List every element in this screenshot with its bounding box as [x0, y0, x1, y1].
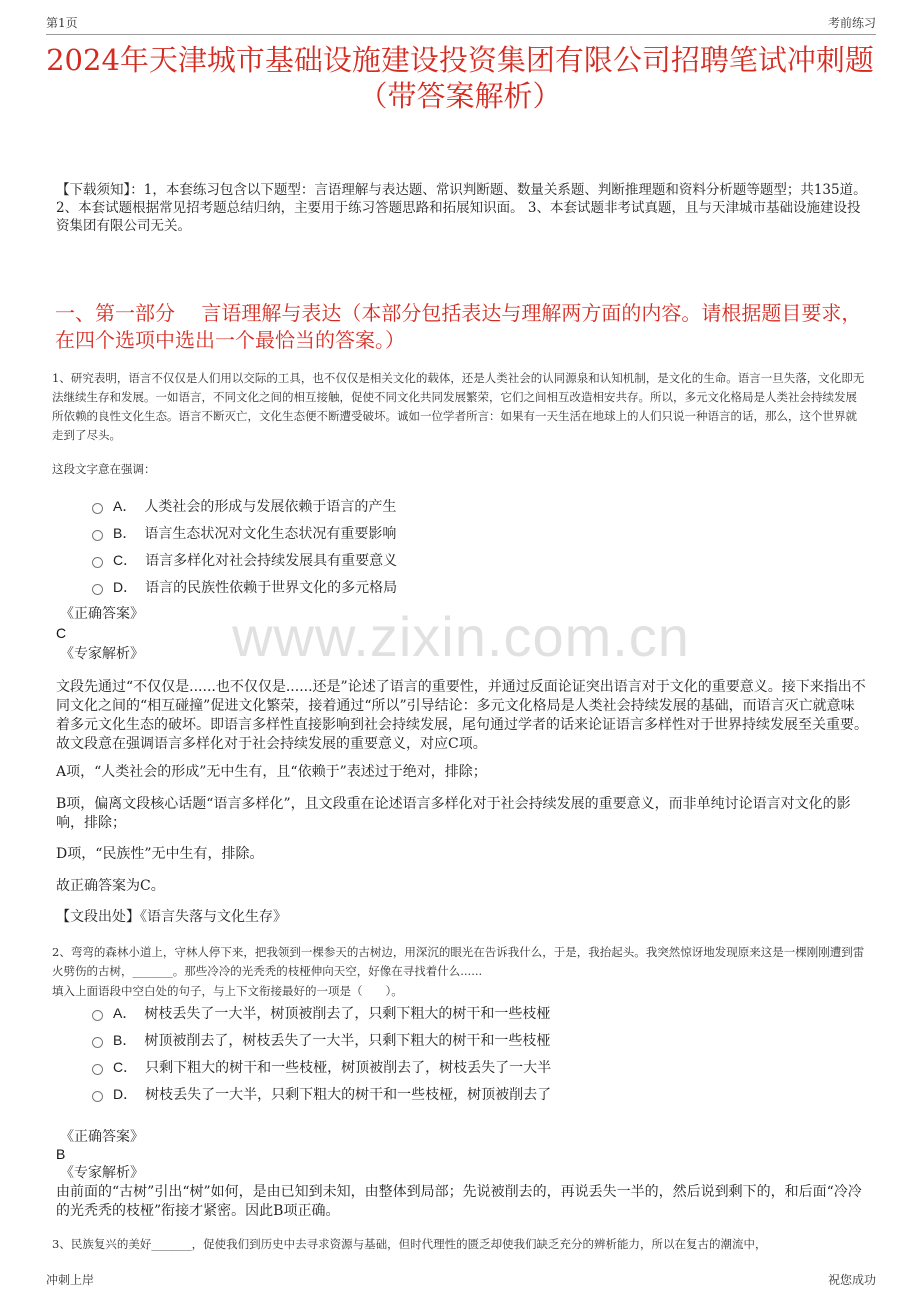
option-key: D．	[113, 578, 138, 595]
q1-option-a[interactable]	[92, 492, 860, 519]
q2-option-d[interactable]	[92, 1080, 860, 1107]
q1-stem: 1、研究表明，语言不仅仅是人们用以交际的工具，也不仅仅是相关文化的载体，还是人类社会的认同源泉和认知机制，是文化的生命。语言一旦失落，文化即无法继续生存和发展。一如语言，不同文化之间的相互接触，促使不同文化共同发展繁荣，它们之间相互改造相安共存。所以，多元文化格局是人类社会持续发展所依赖的良性文化生态。语言不断灭亡，文化生态便不断遭受破坏。诚如一位学者所言：如果有一天生活在地球上的人们只说一种语言的话，那么，这个世界就走到了尽头。	[52, 371, 865, 442]
page-number: 第1页	[46, 16, 78, 30]
option-key: B．	[113, 524, 137, 541]
option-key: B．	[113, 1031, 137, 1048]
option-text: 树枝丢失了一大半，树顶被削去了，只剩下粗大的树干和一些枝桠	[144, 1005, 551, 1022]
option-text: 语言多样化对社会持续发展具有重要意义	[145, 552, 398, 569]
option-text: 只剩下粗大的树干和一些枝桠，树顶被削去了，树枝丢失了一大半	[145, 1059, 552, 1076]
radio-icon[interactable]	[92, 530, 103, 541]
q2-option-c[interactable]	[92, 1053, 860, 1080]
download-notice: 【下载须知】：1，本套练习包含以下题型：言语理解与表达题、常识判断题、数量关系题、判断推理题和资料分析题等题型；共135道。 2、本套试题根据常见招考题总结归纳，主要用于练习答题思路和拓展知识面。 3、本套试题非考试真题，且与天津城市基础设施建设投资集团有限公司无关。	[56, 182, 867, 234]
option-key: C．	[113, 1058, 138, 1075]
q1-note-a: A项，“人类社会的形成”无中生有，且“依赖于”表述过于绝对，排除；	[56, 764, 487, 780]
q2-option-a[interactable]	[92, 999, 860, 1026]
q1-option-c[interactable]	[92, 546, 860, 573]
header-label: 考前练习	[827, 16, 876, 30]
radio-icon[interactable]	[92, 1010, 103, 1021]
q1-options	[92, 492, 860, 600]
q2-option-b[interactable]	[92, 1026, 860, 1053]
q3-stem: 3、民族复兴的美好_______，促使我们到历史中去寻求资源与基础，但时代理性的匮乏却使我们缺乏充分的辨析能力，所以在复古的潮流中，	[52, 1237, 767, 1251]
q1-note-d: D项，“民族性”无中生有，排除。	[56, 846, 264, 862]
watermark: www.zixin.com.cn	[232, 605, 690, 668]
radio-icon[interactable]	[92, 557, 103, 568]
radio-icon[interactable]	[92, 1091, 103, 1102]
radio-icon[interactable]	[92, 584, 103, 595]
q1-source: 【文段出处】《语言失落与文化生存》	[56, 909, 287, 925]
q1-option-b[interactable]	[92, 519, 860, 546]
footer-right: 祝您成功	[827, 1273, 876, 1287]
q1-answer: C	[56, 625, 67, 641]
q2-stem: 2、弯弯的森林小道上，守林人停下来，把我领到一棵参天的古树边，用深沉的眼光在告诉我什么，于是，我抬起头。我突然惊讶地发现原来这是一棵刚刚遭到雷火劈伤的古树，_______。那些冷冷的光秃秃的枝桠伸向天空，好像在寻找着什么......	[52, 945, 865, 978]
q1-analysis: 文段先通过“不仅仅是......也不仅仅是......还是”论述了语言的重要性，并通过反面论证突出语言对于文化的重要意义。接下来指出不同文化之间的“相互碰撞”促进文化繁荣，接着通过“所以”引导结论：多元文化格局是人类社会持续发展的基础，而语言灭亡就意味着多元文化生态的破坏。即语言多样性直接影响到社会持续发展，尾句通过学者的话来论证语言多样性对于世界持续发展至关重要。故文段意在强调语言多样化对于社会持续发展的重要意义，对应C项。	[56, 679, 868, 752]
q1-option-d[interactable]	[92, 573, 860, 600]
q1-answer-label: 《正确答案》	[60, 606, 144, 622]
option-text: 语言生态状况对文化生态状况有重要影响	[144, 525, 397, 542]
q2-answer: B	[56, 1146, 66, 1162]
radio-icon[interactable]	[92, 503, 103, 514]
radio-icon[interactable]	[92, 1037, 103, 1048]
option-key: D．	[113, 1085, 138, 1102]
q1-prompt: 这段文字意在强调：	[52, 462, 156, 476]
radio-icon[interactable]	[92, 1064, 103, 1075]
q1-note-b: B项，偏离文段核心话题“语言多样化”，且文段重在论述语言多样化对于社会持续发展的重要意义，而非单纯讨论语言对文化的影响，排除；	[56, 796, 851, 831]
option-text: 树顶被削去了，树枝丢失了一大半，只剩下粗大的树干和一些枝桠	[144, 1032, 551, 1049]
q2-analysis-label: 《专家解析》	[60, 1165, 144, 1181]
option-text: 人类社会的形成与发展依赖于语言的产生	[144, 498, 397, 515]
q2-options	[92, 999, 860, 1107]
page-header	[46, 14, 876, 35]
option-key: A．	[113, 1004, 137, 1021]
q1-conclusion: 故正确答案为C。	[56, 878, 165, 894]
option-key: A．	[113, 497, 137, 514]
page-footer	[46, 1271, 876, 1291]
option-key: C．	[113, 551, 138, 568]
option-text: 语言的民族性依赖于世界文化的多元格局	[145, 579, 398, 596]
footer-left: 冲刺上岸	[46, 1273, 95, 1287]
q2-answer-label: 《正确答案》	[60, 1129, 144, 1145]
q2-prompt: 填入上面语段中空白处的句子，与上下文衔接最好的一项是（ ）。	[52, 984, 403, 998]
q1-analysis-label: 《专家解析》	[60, 646, 144, 662]
section-heading: 一、第一部分 言语理解与表达（本部分包括表达与理解两方面的内容。请根据题目要求，在四个选项中选出一个最恰当的答案。）	[55, 301, 862, 352]
q2-analysis: 由前面的“古树”引出“树”如何，是由已知到未知，由整体到局部；先说被削去的，再说丢失一半的，然后说到剩下的，和后面“冷冷的光秃秃的枝桠”衔接才紧密。因此B项正确。	[56, 1184, 862, 1219]
document-title: 2024年天津城市基础设施建设投资集团有限公司招聘笔试冲刺题（带答案解析）	[46, 43, 874, 113]
option-text: 树枝丢失了一大半，只剩下粗大的树干和一些枝桠，树顶被削去了	[145, 1086, 552, 1103]
